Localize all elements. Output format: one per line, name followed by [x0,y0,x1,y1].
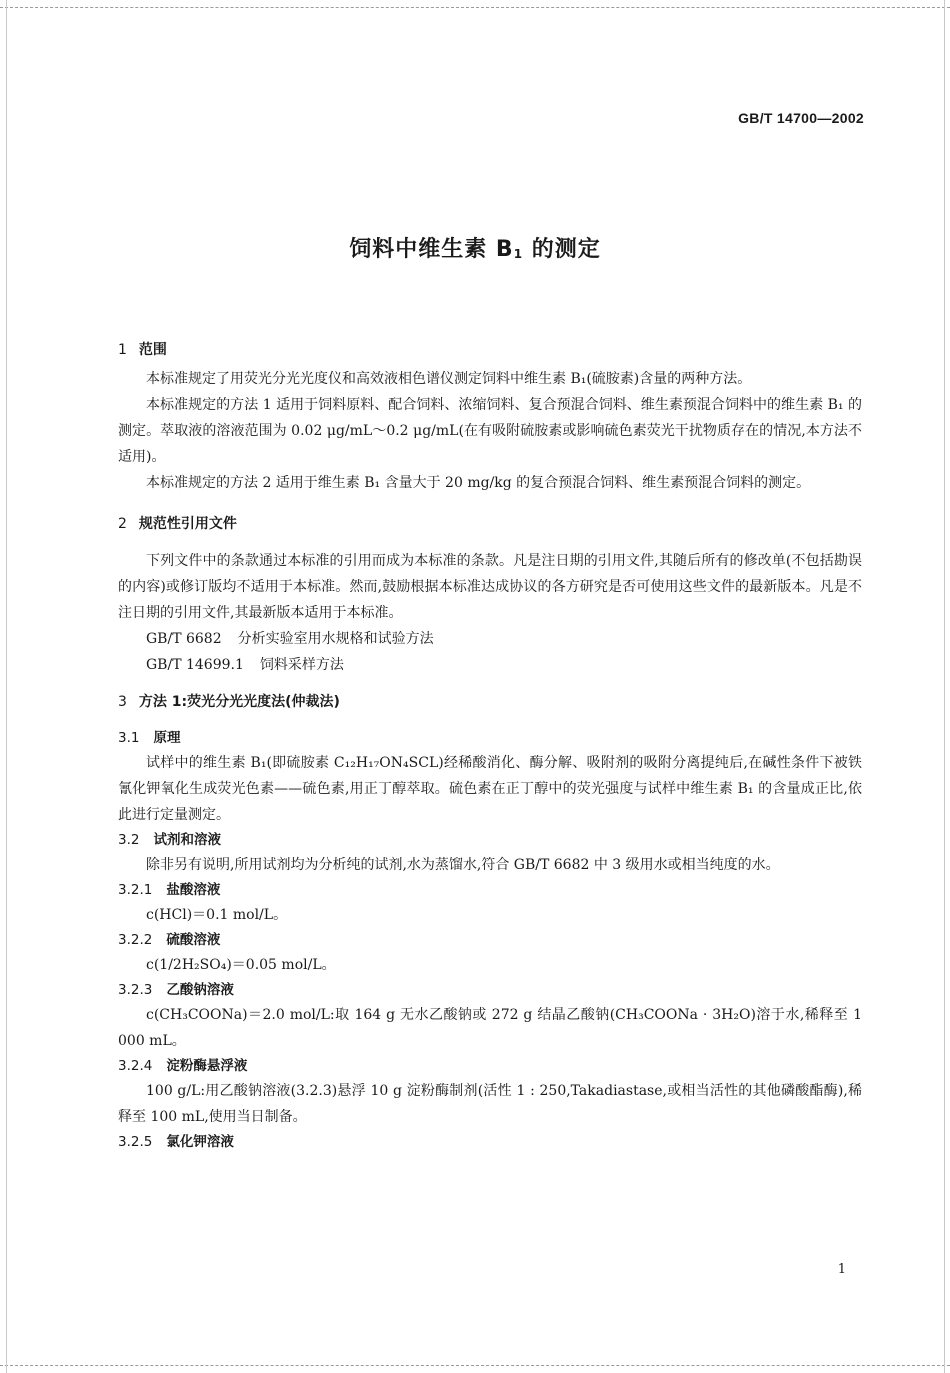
subsection-heading-sodium-acetate-solution: 3.2.3 乙酸钠溶液 [118,982,234,998]
left-scan-edge [6,0,7,1373]
scope-paragraph-2: 本标准规定的方法 1 适用于饲料原料、配合饲料、浓缩饲料、复合预混合饲料、维生素预混合饲料中的维生素 B₁ 的测定。萃取液的溶液范围为 0.02 μg/mL～0.2 μg/mL(在有吸附硫胺素或影响硫色素荧光干扰物质存在的情况,本方法不适用)。 [118,397,862,465]
reference-item: GB/T 6682 分析实验室用水规格和试验方法 [146,631,434,647]
hcl-concentration: c(HCl)＝0.1 mol/L。 [146,907,288,923]
amylase-paragraph: 100 g/L:用乙酸钠溶液(3.2.3)悬浮 10 g 淀粉酶制剂(活性 1 : 250,Takadiastase,或相当活性的其他磷酸酯酶),稀释至 100 mL,使用当日制备。 [118,1083,862,1125]
subsection-heading-hcl-solution: 3.2.1 盐酸溶液 [118,882,221,898]
scope-paragraph-1: 本标准规定了用荧光分光光度仪和高效液相色谱仪测定饲料中维生素 B₁(硫胺素)含量的两种方法。 [146,371,752,387]
principle-paragraph: 试样中的维生素 B₁(即硫胺素 C₁₂H₁₇ON₄SCL)经稀酸消化、酶分解、吸附剂的吸附分离提纯后,在碱性条件下被铁氰化钾氧化生成荧光色素——硫色素,用正丁醇萃取。硫色素在正丁醇中的荧光强度与试样中维生素 B₁ 的含量成正比,依此进行定量测定。 [118,755,862,823]
references-paragraph: 下列文件中的条款通过本标准的引用而成为本标准的条款。凡是注日期的引用文件,其随后所有的修改单(不包括勘误的内容)或修订版均不适用于本标准。然而,鼓励根据本标准达成协议的各方研究是否可使用这些文件的最新版本。凡是不注日期的引用文件,其最新版本适用于本标准。 [118,553,862,621]
subsection-heading-kcl-solution: 3.2.5 氯化钾溶液 [118,1134,234,1150]
reagents-paragraph: 除非另有说明,所用试剂均为分析纯的试剂,水为蒸馏水,符合 GB/T 6682 中 3 级用水或相当纯度的水。 [146,857,780,873]
title-subscript: 1 [513,247,524,261]
section-heading-method-1: 3 方法 1:荧光分光光度法(仲裁法) [118,694,340,710]
subsection-heading-amylase-suspension: 3.2.4 淀粉酶悬浮液 [118,1058,248,1074]
title-main: 饲料中维生素 B [349,237,514,262]
section-heading-normative-references: 2 规范性引用文件 [118,516,237,532]
sodium-acetate-paragraph: c(CH₃COONa)＝2.0 mol/L:取 164 g 无水乙酸钠或 272 g 结晶乙酸钠(CH₃COONa · 3H₂O)溶于水,稀释至 1 000 mL。 [118,1007,862,1049]
document-title [0,232,950,263]
subsection-heading-principle: 3.1 原理 [118,730,181,746]
top-dashed-border [0,7,950,8]
subsection-heading-sulfuric-acid-solution: 3.2.2 硫酸溶液 [118,932,221,948]
right-scan-edge [944,0,945,1373]
title-tail: 的测定 [523,237,601,262]
reference-item: GB/T 14699.1 饲料采样方法 [146,657,344,673]
section-heading-scope: 1 范围 [118,342,167,358]
subsection-heading-reagents: 3.2 试剂和溶液 [118,832,221,848]
standard-code: GB/T 14700—2002 [738,110,864,126]
scope-paragraph-3: 本标准规定的方法 2 适用于维生素 B₁ 含量大于 20 mg/kg 的复合预混合饲料、维生素预混合饲料的测定。 [146,475,811,491]
sulfuric-acid-concentration: c(1/2H₂SO₄)＝0.05 mol/L。 [146,957,336,973]
bottom-dashed-border [0,1365,950,1366]
page-number: 1 [837,1262,846,1277]
document-body [118,338,862,1154]
